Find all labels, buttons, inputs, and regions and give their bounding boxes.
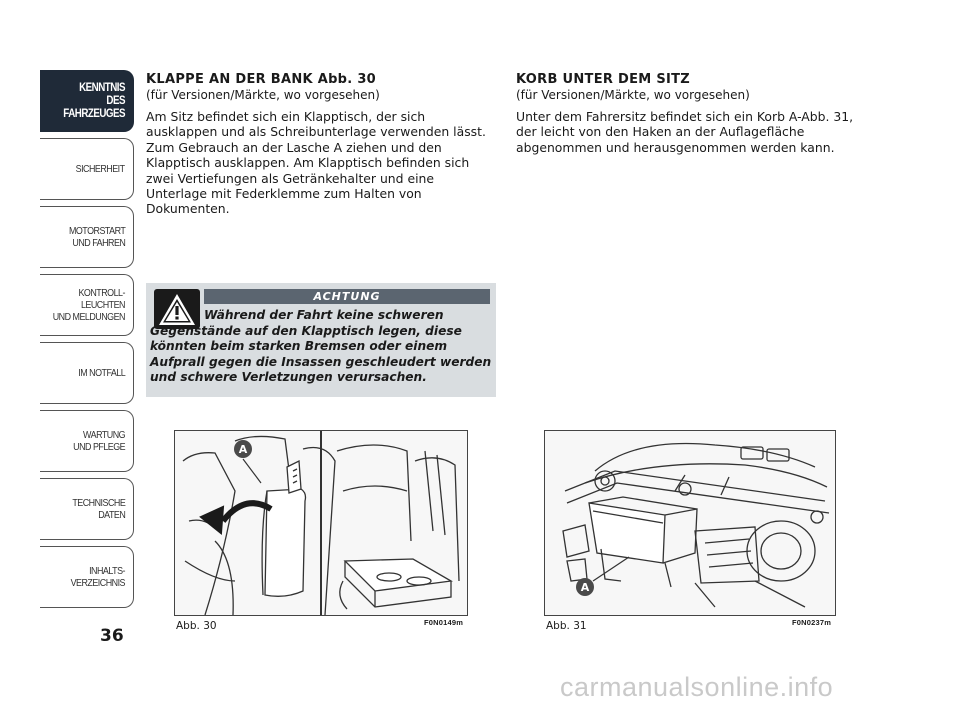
tab-label: KENNTNIS DES FAHRZEUGES [63,81,125,120]
tab-label: INHALTS- VERZEICHNIS [70,565,125,589]
callout-a-label: A [238,443,248,456]
tab-kontrollleuchten[interactable] [40,274,134,336]
watermark: carmanualsonline.info [560,672,834,702]
callout-a-label: A [580,581,590,594]
under-seat-basket-drawing [545,431,835,615]
figure-30-code: F0N0149m [424,618,464,627]
warning-title: ACHTUNG [204,289,490,304]
section-subnote: (für Versionen/Märkte, wo vorgesehen) [146,88,380,102]
tab-label: SICHERHEIT [76,163,125,175]
section-korb-unter-dem-sitz [516,72,866,155]
figure-30-illustration [174,430,468,616]
tab-motorstart-und-fahren[interactable] [40,206,134,268]
tab-label: KONTROLL- LEUCHTEN UND MELDUNGEN [52,287,125,323]
tab-wartung-und-pflege[interactable] [40,410,134,472]
tab-technische-daten[interactable] [40,478,134,540]
warning-box [146,283,496,397]
section-body: Unter dem Fahrersitz befindet sich ein Korb A-Abb. 31, der leicht von den Haken an der Auflagefläche abgenommen und herausgenommen werden kann. [516,109,854,155]
section-body: Am Sitz befindet sich ein Klapptisch, der sich ausklappen und als Schreibunterlage verwenden lässt. Zum Gebrauch an der Lasche A ziehen und den Klapptisch ausklappen. Am Klapptisch befinden sich zwei Vertiefungen als Getränkehalter und eine Unterlage mit Federklemme zum Halten von Dokumenten. [146,109,486,217]
figure-31-code: F0N0237m [792,618,832,627]
tab-label: TECHNISCHE DATEN [72,497,125,521]
tab-sicherheit[interactable] [40,138,134,200]
section-heading: KLAPPE AN DER BANK Abb. 30 [146,72,377,87]
figure-31-illustration [544,430,836,616]
section-heading: KORB UNTER DEM SITZ [516,72,691,87]
section-klappe-an-der-bank [146,72,496,217]
tab-inhaltsverzeichnis[interactable] [40,546,134,608]
page-number: 36 [100,626,124,646]
tab-label: WARTUNG UND PFLEGE [73,429,125,453]
tab-im-notfall[interactable] [40,342,134,404]
tab-label: MOTORSTART UND FAHREN [68,225,125,249]
tab-kenntnis-des-fahrzeuges[interactable] [40,70,134,132]
warning-text: Während der Fahrt keine schweren Gegenstände auf den Klapptisch legen, diese könnten beim starken Bremsen oder einem Aufprall gegen die Insassen geschleudert werden und schwere Verletzungen verursachen. [150,308,492,385]
figure-30-caption: Abb. 30 [176,620,217,632]
tab-label: IM NOTFALL [78,367,125,379]
figure-31-caption: Abb. 31 [546,620,587,632]
seat-fold-table-drawing [175,431,467,615]
chapter-tabs [40,70,134,614]
section-subnote: (für Versionen/Märkte, wo vorgesehen) [516,88,750,102]
